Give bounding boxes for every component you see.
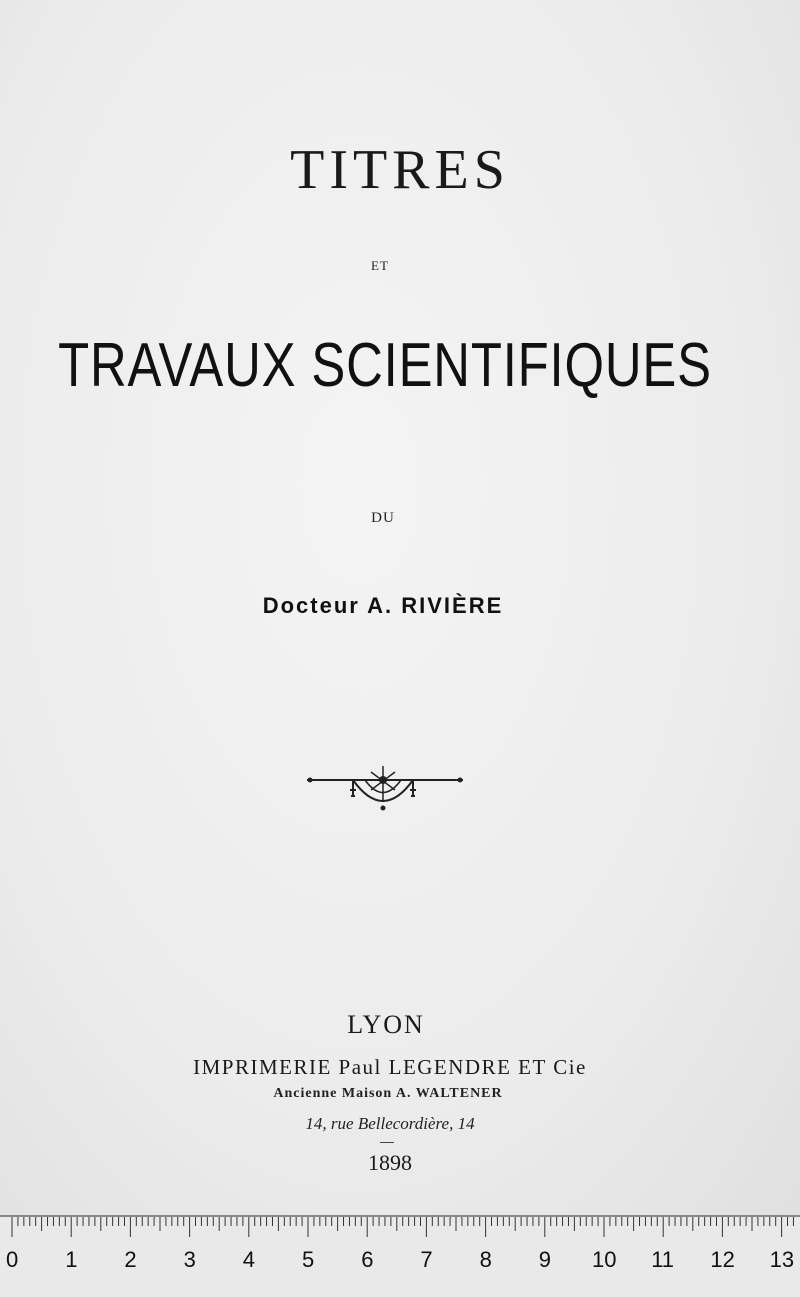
- printer-name: IMPRIMERIE Paul LEGENDRE ET Cie: [193, 1055, 587, 1079]
- author-name: Docteur A. RIVIÈRE: [262, 593, 504, 618]
- divider-rule: [380, 1142, 394, 1143]
- title-conjunction: ET: [371, 258, 389, 273]
- ruler-label: 8: [479, 1247, 492, 1272]
- printer-former-name: Ancienne Maison A. WALTENER: [273, 1086, 503, 1101]
- ruler-label: 5: [302, 1247, 315, 1272]
- title-line-1: TITRES: [290, 139, 510, 201]
- publication-city: LYON: [347, 1010, 425, 1039]
- measurement-ruler: [0, 1215, 800, 1297]
- ornament-icon: [305, 760, 465, 820]
- ruler-label: 7: [420, 1247, 433, 1272]
- ruler-label: 12: [710, 1247, 735, 1272]
- ruler-ticks: [0, 1217, 800, 1247]
- title-line-2: TRAVAUX SCIENTIFIQUES: [58, 331, 712, 400]
- ruler-label: 3: [183, 1247, 196, 1272]
- ruler-label: 2: [124, 1247, 137, 1272]
- ruler-label: 4: [242, 1247, 256, 1272]
- ruler-label: 0: [6, 1247, 19, 1272]
- ruler-label: 9: [538, 1247, 552, 1272]
- publication-year: 1898: [368, 1150, 412, 1175]
- title-preposition: DU: [371, 510, 395, 526]
- ruler-label: 11: [651, 1247, 675, 1272]
- ruler-label: 10: [592, 1247, 617, 1272]
- ruler-label: 6: [361, 1247, 374, 1272]
- printer-address: 14, rue Bellecordière, 14: [305, 1114, 475, 1133]
- ruler-label: 13: [769, 1247, 795, 1272]
- ruler-label: 1: [65, 1247, 78, 1272]
